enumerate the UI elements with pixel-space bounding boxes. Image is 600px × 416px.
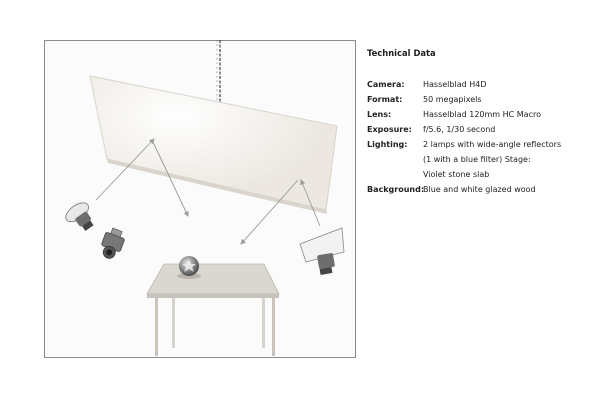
tech-row-format xyxy=(367,92,595,107)
tech-row-exposure xyxy=(367,122,595,137)
lighting-diagram xyxy=(44,40,356,358)
tech-row-lighting-cont xyxy=(367,152,595,167)
tech-value: 50 megapixels xyxy=(423,95,482,104)
tech-value: Violet stone slab xyxy=(423,170,490,179)
tech-value: Hasselblad 120mm HC Macro xyxy=(423,110,541,119)
tech-label: Camera: xyxy=(367,80,405,89)
tech-value: (1 with a blue filter) Stage: xyxy=(423,155,531,164)
tech-label: Lens: xyxy=(367,110,392,119)
tech-label: Exposure: xyxy=(367,125,412,134)
tech-label: Lighting: xyxy=(367,140,408,149)
tech-value: 2 lamps with wide-angle reflectors xyxy=(423,140,562,149)
tech-row-camera xyxy=(367,77,595,92)
lighting-diagram-svg xyxy=(44,40,356,358)
tech-row-lighting xyxy=(367,137,595,152)
tech-label: Background: xyxy=(367,185,425,194)
tech-value: f/5.6, 1/30 second xyxy=(423,125,496,134)
tech-label xyxy=(367,167,423,182)
tech-value: Blue and white glazed wood xyxy=(423,185,536,194)
tech-row-stage xyxy=(367,167,595,182)
technical-data-title: Technical Data xyxy=(367,48,436,58)
tech-label: Format: xyxy=(367,95,403,104)
tech-row-lens xyxy=(367,107,595,122)
tech-row-background xyxy=(367,182,595,197)
tech-value: Hasselblad H4D xyxy=(423,80,487,89)
tech-label xyxy=(367,152,423,167)
technical-data-panel xyxy=(367,46,595,197)
